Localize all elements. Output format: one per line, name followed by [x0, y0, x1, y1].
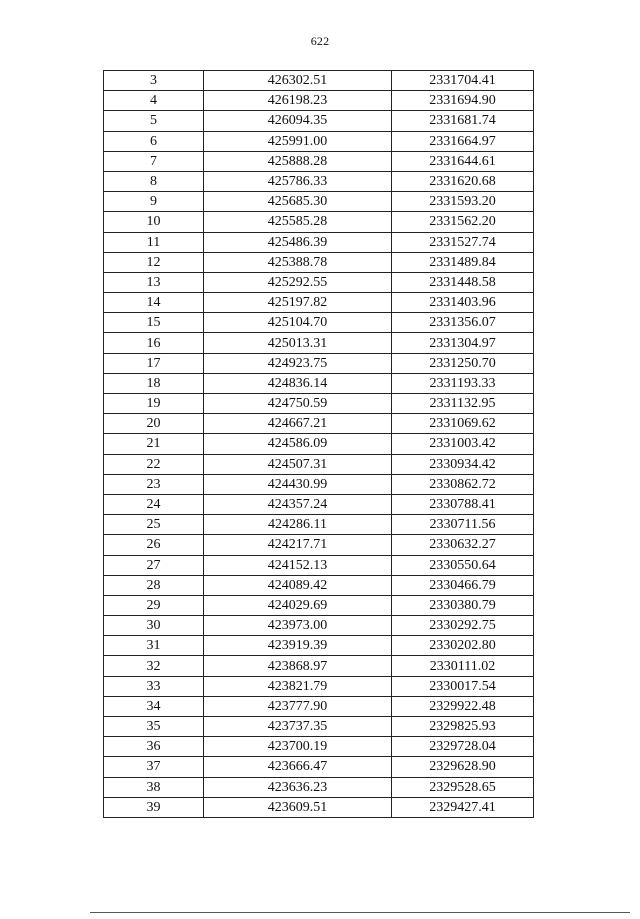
table-row	[104, 474, 534, 494]
y-coordinate-cell: 2331664.97	[392, 131, 534, 151]
table-row	[104, 232, 534, 252]
y-coordinate-cell: 2331304.97	[392, 333, 534, 353]
table-row	[104, 757, 534, 777]
x-coordinate-cell: 423973.00	[204, 616, 392, 636]
table-row	[104, 434, 534, 454]
x-coordinate-cell: 423777.90	[204, 696, 392, 716]
y-coordinate-cell: 2330202.80	[392, 636, 534, 656]
table-row	[104, 373, 534, 393]
x-coordinate-cell: 423700.19	[204, 737, 392, 757]
table-row	[104, 777, 534, 797]
coordinate-table-body	[104, 71, 534, 818]
y-coordinate-cell: 2331356.07	[392, 313, 534, 333]
table-row	[104, 717, 534, 737]
x-coordinate-cell: 425388.78	[204, 252, 392, 272]
x-coordinate-cell: 425786.33	[204, 171, 392, 191]
x-coordinate-cell: 423821.79	[204, 676, 392, 696]
x-coordinate-cell: 424836.14	[204, 373, 392, 393]
x-coordinate-cell: 426094.35	[204, 111, 392, 131]
x-coordinate-cell: 426302.51	[204, 71, 392, 91]
y-coordinate-cell: 2330111.02	[392, 656, 534, 676]
point-number-cell: 20	[104, 414, 204, 434]
x-coordinate-cell: 425013.31	[204, 333, 392, 353]
table-row	[104, 313, 534, 333]
y-coordinate-cell: 2331694.90	[392, 91, 534, 111]
y-coordinate-cell: 2330934.42	[392, 454, 534, 474]
x-coordinate-cell: 423737.35	[204, 717, 392, 737]
y-coordinate-cell: 2329825.93	[392, 717, 534, 737]
x-coordinate-cell: 425585.28	[204, 212, 392, 232]
y-coordinate-cell: 2331644.61	[392, 151, 534, 171]
x-coordinate-cell: 424152.13	[204, 555, 392, 575]
table-row	[104, 192, 534, 212]
table-row	[104, 656, 534, 676]
table-row	[104, 293, 534, 313]
page-number: 622	[310, 34, 330, 48]
y-coordinate-cell: 2331704.41	[392, 71, 534, 91]
table-row	[104, 454, 534, 474]
x-coordinate-cell: 424750.59	[204, 394, 392, 414]
table-row	[104, 394, 534, 414]
x-coordinate-cell: 424286.11	[204, 515, 392, 535]
x-coordinate-cell: 424586.09	[204, 434, 392, 454]
point-number-cell: 14	[104, 293, 204, 313]
y-coordinate-cell: 2331527.74	[392, 232, 534, 252]
table-row	[104, 91, 534, 111]
y-coordinate-cell: 2331250.70	[392, 353, 534, 373]
y-coordinate-cell: 2331193.33	[392, 373, 534, 393]
y-coordinate-cell: 2331403.96	[392, 293, 534, 313]
point-number-cell: 37	[104, 757, 204, 777]
point-number-cell: 31	[104, 636, 204, 656]
y-coordinate-cell: 2329628.90	[392, 757, 534, 777]
point-number-cell: 13	[104, 272, 204, 292]
x-coordinate-cell: 424089.42	[204, 575, 392, 595]
x-coordinate-cell: 424507.31	[204, 454, 392, 474]
point-number-cell: 38	[104, 777, 204, 797]
x-coordinate-cell: 425991.00	[204, 131, 392, 151]
x-coordinate-cell: 424217.71	[204, 535, 392, 555]
x-coordinate-cell: 423666.47	[204, 757, 392, 777]
point-number-cell: 39	[104, 797, 204, 817]
point-number-cell: 34	[104, 696, 204, 716]
table-row	[104, 333, 534, 353]
x-coordinate-cell: 424029.69	[204, 595, 392, 615]
y-coordinate-cell: 2330788.41	[392, 494, 534, 514]
table-row	[104, 535, 534, 555]
point-number-cell: 3	[104, 71, 204, 91]
table-row	[104, 414, 534, 434]
y-coordinate-cell: 2329528.65	[392, 777, 534, 797]
x-coordinate-cell: 423636.23	[204, 777, 392, 797]
point-number-cell: 17	[104, 353, 204, 373]
y-coordinate-cell: 2331562.20	[392, 212, 534, 232]
table-row	[104, 676, 534, 696]
point-number-cell: 7	[104, 151, 204, 171]
x-coordinate-cell: 423919.39	[204, 636, 392, 656]
point-number-cell: 4	[104, 91, 204, 111]
table-row	[104, 353, 534, 373]
point-number-cell: 9	[104, 192, 204, 212]
table-row	[104, 797, 534, 817]
table-row	[104, 696, 534, 716]
point-number-cell: 6	[104, 131, 204, 151]
x-coordinate-cell: 425104.70	[204, 313, 392, 333]
y-coordinate-cell: 2329728.04	[392, 737, 534, 757]
point-number-cell: 18	[104, 373, 204, 393]
point-number-cell: 12	[104, 252, 204, 272]
point-number-cell: 30	[104, 616, 204, 636]
y-coordinate-cell: 2329922.48	[392, 696, 534, 716]
table-row	[104, 131, 534, 151]
y-coordinate-cell: 2331489.84	[392, 252, 534, 272]
table-row	[104, 555, 534, 575]
x-coordinate-cell: 423868.97	[204, 656, 392, 676]
point-number-cell: 26	[104, 535, 204, 555]
table-row	[104, 636, 534, 656]
point-number-cell: 28	[104, 575, 204, 595]
point-number-cell: 15	[104, 313, 204, 333]
x-coordinate-cell: 424357.24	[204, 494, 392, 514]
x-coordinate-cell: 424923.75	[204, 353, 392, 373]
point-number-cell: 27	[104, 555, 204, 575]
table-row	[104, 494, 534, 514]
table-row	[104, 595, 534, 615]
y-coordinate-cell: 2330862.72	[392, 474, 534, 494]
x-coordinate-cell: 425888.28	[204, 151, 392, 171]
point-number-cell: 29	[104, 595, 204, 615]
point-number-cell: 16	[104, 333, 204, 353]
y-coordinate-cell: 2331593.20	[392, 192, 534, 212]
table-row	[104, 272, 534, 292]
y-coordinate-cell: 2330017.54	[392, 676, 534, 696]
table-row	[104, 151, 534, 171]
page-bottom-rule	[90, 912, 630, 913]
coordinate-table	[103, 70, 534, 818]
y-coordinate-cell: 2331003.42	[392, 434, 534, 454]
point-number-cell: 33	[104, 676, 204, 696]
point-number-cell: 35	[104, 717, 204, 737]
point-number-cell: 19	[104, 394, 204, 414]
y-coordinate-cell: 2331069.62	[392, 414, 534, 434]
x-coordinate-cell: 425685.30	[204, 192, 392, 212]
y-coordinate-cell: 2330466.79	[392, 575, 534, 595]
y-coordinate-cell: 2330380.79	[392, 595, 534, 615]
y-coordinate-cell: 2331620.68	[392, 171, 534, 191]
y-coordinate-cell: 2329427.41	[392, 797, 534, 817]
table-row	[104, 212, 534, 232]
point-number-cell: 5	[104, 111, 204, 131]
y-coordinate-cell: 2331132.95	[392, 394, 534, 414]
table-row	[104, 616, 534, 636]
y-coordinate-cell: 2330632.27	[392, 535, 534, 555]
x-coordinate-cell: 423609.51	[204, 797, 392, 817]
x-coordinate-cell: 425486.39	[204, 232, 392, 252]
table-row	[104, 515, 534, 535]
table-row	[104, 71, 534, 91]
table-row	[104, 111, 534, 131]
point-number-cell: 8	[104, 171, 204, 191]
x-coordinate-cell: 425292.55	[204, 272, 392, 292]
point-number-cell: 25	[104, 515, 204, 535]
y-coordinate-cell: 2330711.56	[392, 515, 534, 535]
point-number-cell: 36	[104, 737, 204, 757]
y-coordinate-cell: 2330292.75	[392, 616, 534, 636]
y-coordinate-cell: 2330550.64	[392, 555, 534, 575]
point-number-cell: 23	[104, 474, 204, 494]
point-number-cell: 24	[104, 494, 204, 514]
x-coordinate-cell: 424667.21	[204, 414, 392, 434]
x-coordinate-cell: 424430.99	[204, 474, 392, 494]
table-row	[104, 171, 534, 191]
table-row	[104, 737, 534, 757]
y-coordinate-cell: 2331681.74	[392, 111, 534, 131]
point-number-cell: 32	[104, 656, 204, 676]
x-coordinate-cell: 425197.82	[204, 293, 392, 313]
point-number-cell: 21	[104, 434, 204, 454]
y-coordinate-cell: 2331448.58	[392, 272, 534, 292]
point-number-cell: 11	[104, 232, 204, 252]
table-row	[104, 252, 534, 272]
point-number-cell: 22	[104, 454, 204, 474]
x-coordinate-cell: 426198.23	[204, 91, 392, 111]
point-number-cell: 10	[104, 212, 204, 232]
table-row	[104, 575, 534, 595]
